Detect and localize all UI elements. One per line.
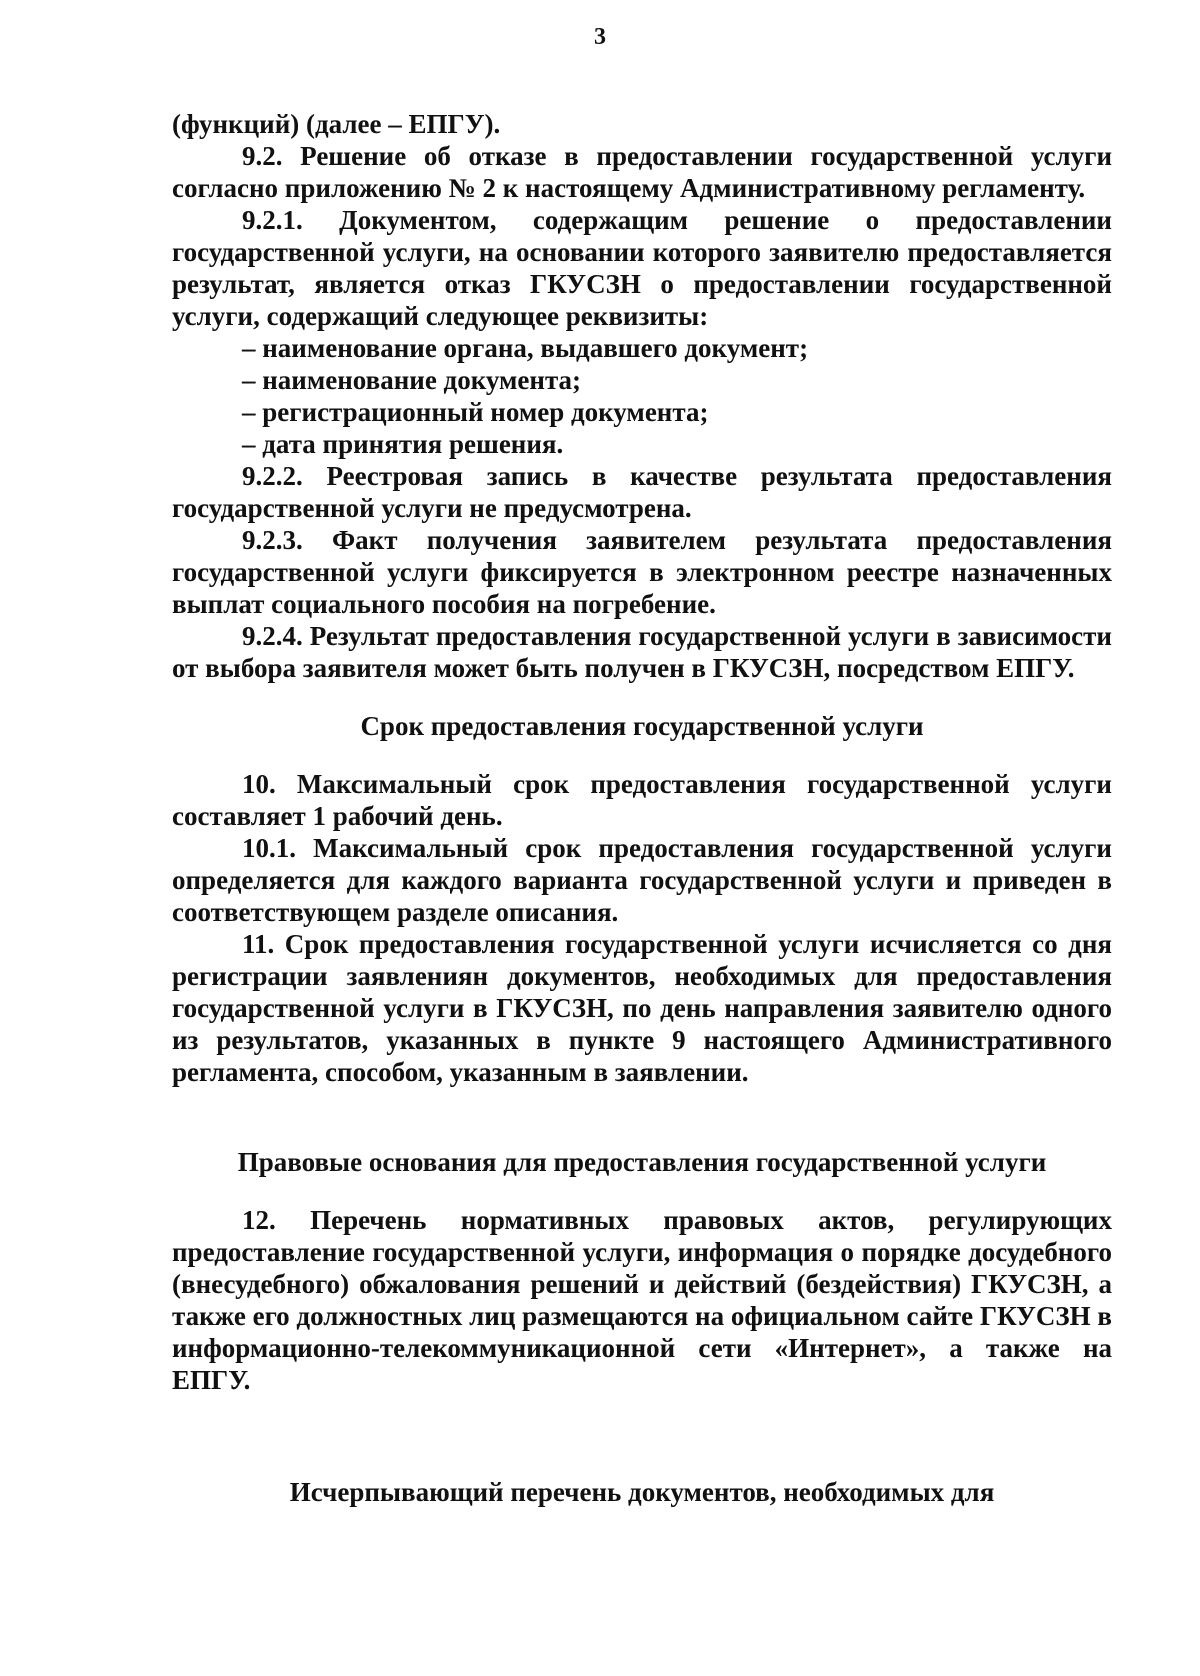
paragraph-12: 12. Перечень нормативных правовых актов, регулирующих предоставление государственной услуги, информация о порядке досудебного (внесудебного) обжалования решений и действий (бездействия) ГКУСЗН, а также его должностных лиц размещаются на официальном сайте ГКУСЗН в информационно-телекоммуникационной сети «Интернет», а также на ЕПГУ. (172, 1205, 1113, 1395)
paragraph-9-2-3: 9.2.3. Факт получения заявителем результата предоставления государственной услуги фиксируется в электронном реестре назначенных выплат социального пособия на погребение. (172, 525, 1112, 619)
paragraph-9-2-1: 9.2.1. Документом, содержащим решение о предоставлении государственной услуги, на основании которого заявителю предоставляется результат, является отказ ГКУСЗН о предоставлении государственной услуги, содержащий следующее реквизиты: (172, 205, 1112, 331)
paragraph-10: 10. Максимальный срок предоставления государственной услуги составляет 1 рабочий день. (172, 769, 1112, 831)
section-heading-documents: Исчерпывающий перечень документов, необходимых для (289, 1477, 995, 1507)
section-heading-legal-basis: Правовые основания для предоставления государственной услуги (237, 1147, 1047, 1177)
page-number: 3 (594, 24, 606, 50)
paragraph-9-2: 9.2. Решение об отказе в предоставлении государственной услуги согласно приложению № 2 к настоящему Административному регламенту. (172, 141, 1112, 203)
document-body (172, 108, 1112, 1508)
paragraph-10-1: 10.1. Максимальный срок предоставления государственной услуги определяется для каждого варианта государственной услуги и приведен в соответствующем разделе описания. (172, 833, 1112, 927)
paragraph-9-2-4: 9.2.4. Результат предоставления государственной услуги в зависимости от выбора заявителя может быть получен в ГКУСЗН, посредством ЕПГУ. (172, 621, 1112, 683)
list-item-authority-name: – наименование органа, выдавшего документ; (242, 333, 809, 363)
paragraph-9-2-2: 9.2.2. Реестровая запись в качестве результата предоставления государственной услуги не предусмотрена. (172, 461, 1112, 523)
section-heading-term: Срок предоставления государственной услуги (360, 711, 924, 741)
list-item-registration-number: – регистрационный номер документа; (242, 397, 709, 427)
list-item-decision-date: – дата принятия решения. (242, 429, 564, 459)
paragraph-continuation: (функций) (далее – ЕПГУ). (172, 109, 501, 139)
list-item-document-name: – наименование документа; (242, 365, 582, 395)
paragraph-11: 11. Срок предоставления государственной услуги исчисляется со дня регистрации заявлениян документов, необходимых для предоставления государственной услуги в ГКУСЗН, по день направления заявителю одного из результатов, указанных в пункте 9 настоящего Административного регламента, способом, указанным в заявлении. (172, 929, 1112, 1087)
